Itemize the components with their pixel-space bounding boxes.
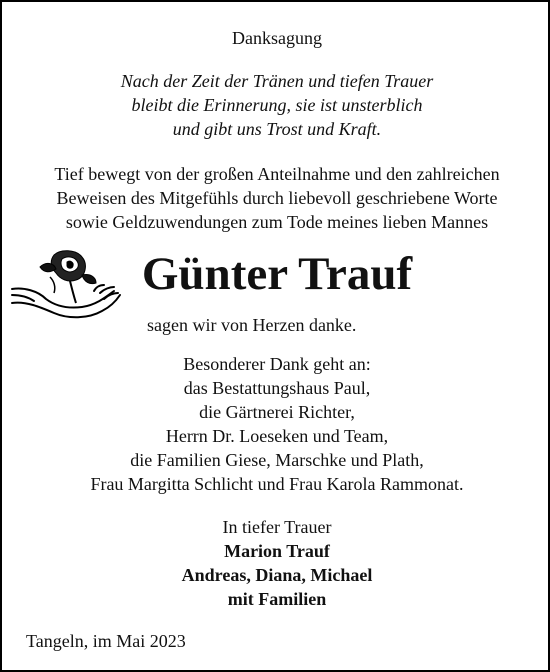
thanks-line: sagen wir von Herzen danke. (147, 315, 357, 335)
special-thanks-item: das Bestattungshaus Paul, (183, 378, 371, 398)
special-thanks-item: Herrn Dr. Loeseken und Team, (165, 426, 389, 446)
special-thanks-heading: Besonderer Dank geht an: (183, 354, 371, 374)
intro-line-1: Tief bewegt von der großen Anteilnahme und den zahlreichen (54, 164, 500, 184)
intro-line-2: Beweisen des Mitgefühls durch liebevoll geschriebene Worte (56, 188, 498, 208)
special-thanks-item: die Familien Giese, Marschke und Plath, (130, 450, 424, 470)
special-thanks-item: Frau Margitta Schlicht und Frau Karola Rammonat. (90, 474, 464, 494)
poem-line-3: und gibt uns Trost und Kraft. (172, 119, 382, 139)
mourning-intro: In tiefer Trauer (222, 517, 332, 537)
intro-line-3: sowie Geldzuwendungen zum Tode meines lieben Mannes (65, 212, 489, 232)
notice-title: Danksagung (232, 28, 322, 48)
mourner-name: mit Familien (227, 589, 327, 609)
place-date: Tangeln, im Mai 2023 (26, 631, 186, 651)
mourner-name: Andreas, Diana, Michael (181, 565, 373, 585)
poem-line-2: bleibt die Erinnerung, sie ist unsterblich (131, 95, 423, 115)
deceased-name: Günter Trauf (141, 248, 413, 300)
special-thanks-item: die Gärtnerei Richter, (199, 402, 355, 422)
mourner-name: Marion Trauf (224, 541, 330, 561)
poem-line-1: Nach der Zeit der Tränen und tiefen Trauer (120, 71, 434, 91)
